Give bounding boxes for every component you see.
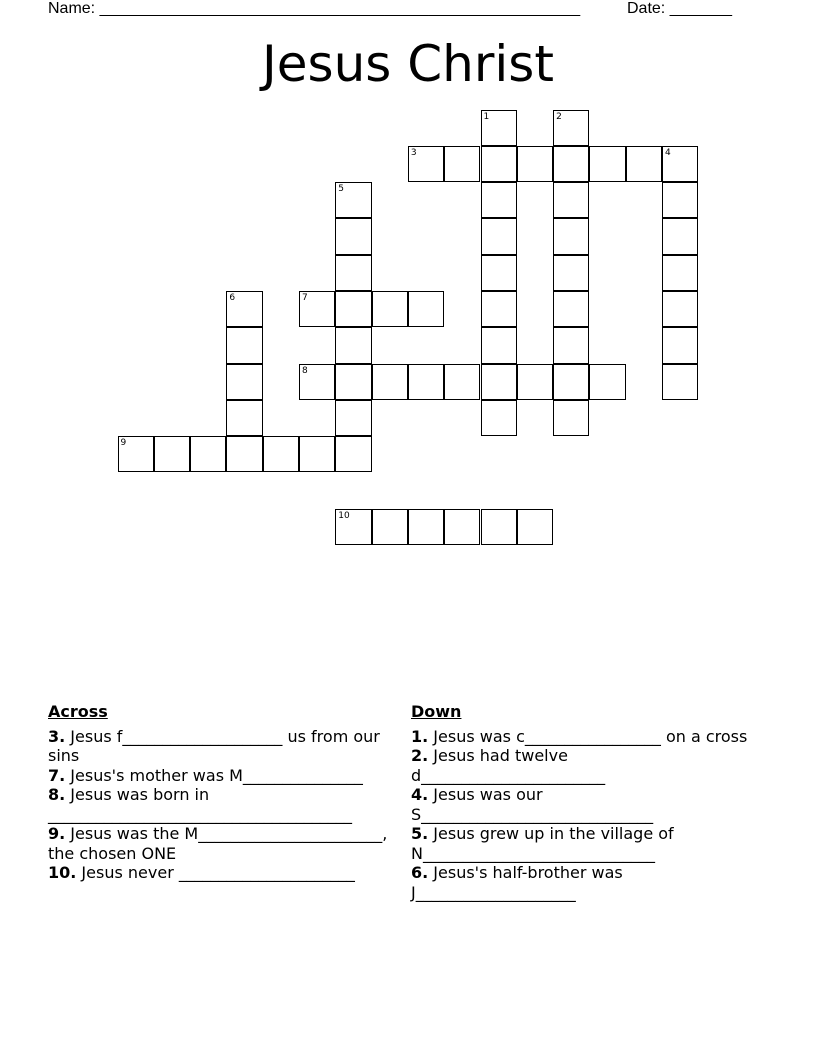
crossword-cell[interactable]	[226, 400, 262, 436]
crossword-cell[interactable]	[553, 182, 589, 218]
cell-number: 2	[556, 111, 562, 122]
clue-number: 7.	[48, 765, 66, 785]
crossword-cell[interactable]	[662, 182, 698, 218]
crossword-cell[interactable]	[662, 255, 698, 291]
cell-number: 5	[338, 184, 345, 195]
crossword-cell[interactable]	[589, 146, 625, 182]
down-clue	[411, 824, 756, 863]
crossword-cell[interactable]	[517, 364, 553, 400]
crossword-cell[interactable]	[553, 110, 589, 146]
crossword-cell[interactable]	[444, 364, 480, 400]
crossword-cell[interactable]	[553, 327, 589, 363]
crossword-cell[interactable]	[553, 255, 589, 291]
crossword-cell[interactable]	[408, 364, 444, 400]
crossword-cell[interactable]	[481, 364, 517, 400]
crossword-cell[interactable]	[553, 364, 589, 400]
crossword-cell[interactable]	[335, 255, 371, 291]
crossword-cell[interactable]	[372, 291, 408, 327]
down-heading: Down	[411, 702, 462, 721]
crossword-cell[interactable]	[553, 146, 589, 182]
crossword-cell[interactable]	[481, 146, 517, 182]
crossword-cell[interactable]	[553, 400, 589, 436]
down-clue	[411, 746, 756, 785]
cell-number: 7	[302, 293, 308, 303]
across-clue	[48, 863, 406, 883]
crossword-cell[interactable]	[517, 509, 553, 545]
crossword-cell[interactable]	[662, 291, 698, 327]
crossword-cell[interactable]	[481, 218, 517, 254]
down-clue	[411, 727, 756, 747]
across-clue	[48, 824, 406, 863]
clue-text: Jesus was c_________________ on a cross	[428, 726, 748, 746]
crossword-cell[interactable]	[481, 291, 517, 327]
crossword-cell[interactable]	[662, 327, 698, 363]
crossword-cell[interactable]	[226, 291, 262, 327]
cell-number: 4	[665, 147, 671, 158]
crossword-cell[interactable]	[299, 291, 335, 327]
crossword-cell[interactable]	[517, 146, 553, 182]
crossword-cell[interactable]	[299, 364, 335, 400]
crossword-cell[interactable]	[481, 255, 517, 291]
crossword-cell[interactable]	[299, 436, 335, 472]
clue-number: 4.	[411, 785, 429, 804]
crossword-cell[interactable]	[481, 400, 517, 436]
crossword-cell[interactable]	[553, 291, 589, 327]
clue-number: 2.	[411, 746, 429, 765]
down-clue	[411, 785, 756, 824]
crossword-cell[interactable]	[444, 146, 480, 182]
crossword-cell[interactable]	[662, 364, 698, 400]
cell-number: 9	[120, 438, 127, 449]
name-field-label: Name: ______________________________________________________	[48, 0, 581, 17]
cell-number: 10	[338, 510, 350, 521]
crossword-cell[interactable]	[626, 146, 662, 182]
crossword-cell[interactable]	[335, 436, 371, 472]
crossword-cell[interactable]	[335, 291, 371, 327]
crossword-cell[interactable]	[335, 182, 371, 218]
crossword-cell[interactable]	[335, 364, 371, 400]
down-clue	[411, 863, 756, 902]
clue-number: 3.	[48, 726, 66, 746]
crossword-cell[interactable]	[589, 364, 625, 400]
clue-text: Jesus was our S_____________________________	[411, 785, 654, 824]
page-title: Jesus Christ	[262, 35, 554, 93]
crossword-cell[interactable]	[481, 509, 517, 545]
crossword-cell[interactable]	[481, 182, 517, 218]
crossword-cell[interactable]	[263, 436, 299, 472]
crossword-cell[interactable]	[335, 327, 371, 363]
crossword-cell[interactable]	[190, 436, 226, 472]
clue-text: Jesus's half-brother was J____________________	[411, 863, 623, 902]
down-clues	[411, 702, 756, 902]
across-clues	[48, 702, 406, 883]
clue-text: Jesus f____________________ us from our sins	[48, 726, 380, 765]
across-clue	[48, 727, 406, 766]
across-clue	[48, 785, 406, 824]
crossword-cell[interactable]	[226, 436, 262, 472]
crossword-cell[interactable]	[154, 436, 190, 472]
crossword-cell[interactable]	[226, 327, 262, 363]
crossword-cell[interactable]	[662, 146, 698, 182]
cell-number: 8	[302, 365, 308, 376]
cell-number: 3	[410, 147, 417, 158]
crossword-cell[interactable]	[335, 218, 371, 254]
clue-number: 1.	[411, 726, 429, 746]
crossword-cell[interactable]	[481, 327, 517, 363]
crossword-cell[interactable]	[118, 436, 154, 472]
crossword-cell[interactable]	[553, 218, 589, 254]
clue-text: Jesus was born in ______________________________________	[48, 785, 352, 824]
crossword-cell[interactable]	[372, 509, 408, 545]
crossword-cell[interactable]	[408, 291, 444, 327]
clue-text: Jesus never ______________________	[76, 863, 355, 882]
crossword-cell[interactable]	[226, 364, 262, 400]
crossword-cell[interactable]	[408, 146, 444, 182]
crossword-cell[interactable]	[372, 364, 408, 400]
clue-number: 10.	[48, 863, 77, 882]
crossword-cell[interactable]	[408, 509, 444, 545]
clue-text: Jesus grew up in the village of N_____________________________	[411, 824, 674, 863]
date-field-label: Date: _______	[627, 0, 732, 17]
crossword-cell[interactable]	[444, 509, 480, 545]
crossword-cell[interactable]	[335, 400, 371, 436]
cell-number: 6	[229, 293, 236, 303]
crossword-cell[interactable]	[662, 218, 698, 254]
cell-number: 1	[483, 111, 490, 122]
across-heading: Across	[48, 702, 108, 721]
clue-number: 6.	[411, 863, 429, 882]
clue-number: 8.	[48, 785, 66, 804]
across-clue	[48, 766, 406, 786]
crossword-cell[interactable]	[335, 509, 371, 545]
crossword-cell[interactable]	[481, 110, 517, 146]
clue-number: 5.	[411, 824, 429, 843]
clue-text: Jesus was the M_______________________, the chosen ONE	[48, 824, 388, 863]
clue-text: Jesus's mother was M_______________	[65, 765, 363, 785]
clue-number: 9.	[48, 824, 66, 843]
clue-text: Jesus had twelve d_______________________	[411, 746, 606, 785]
